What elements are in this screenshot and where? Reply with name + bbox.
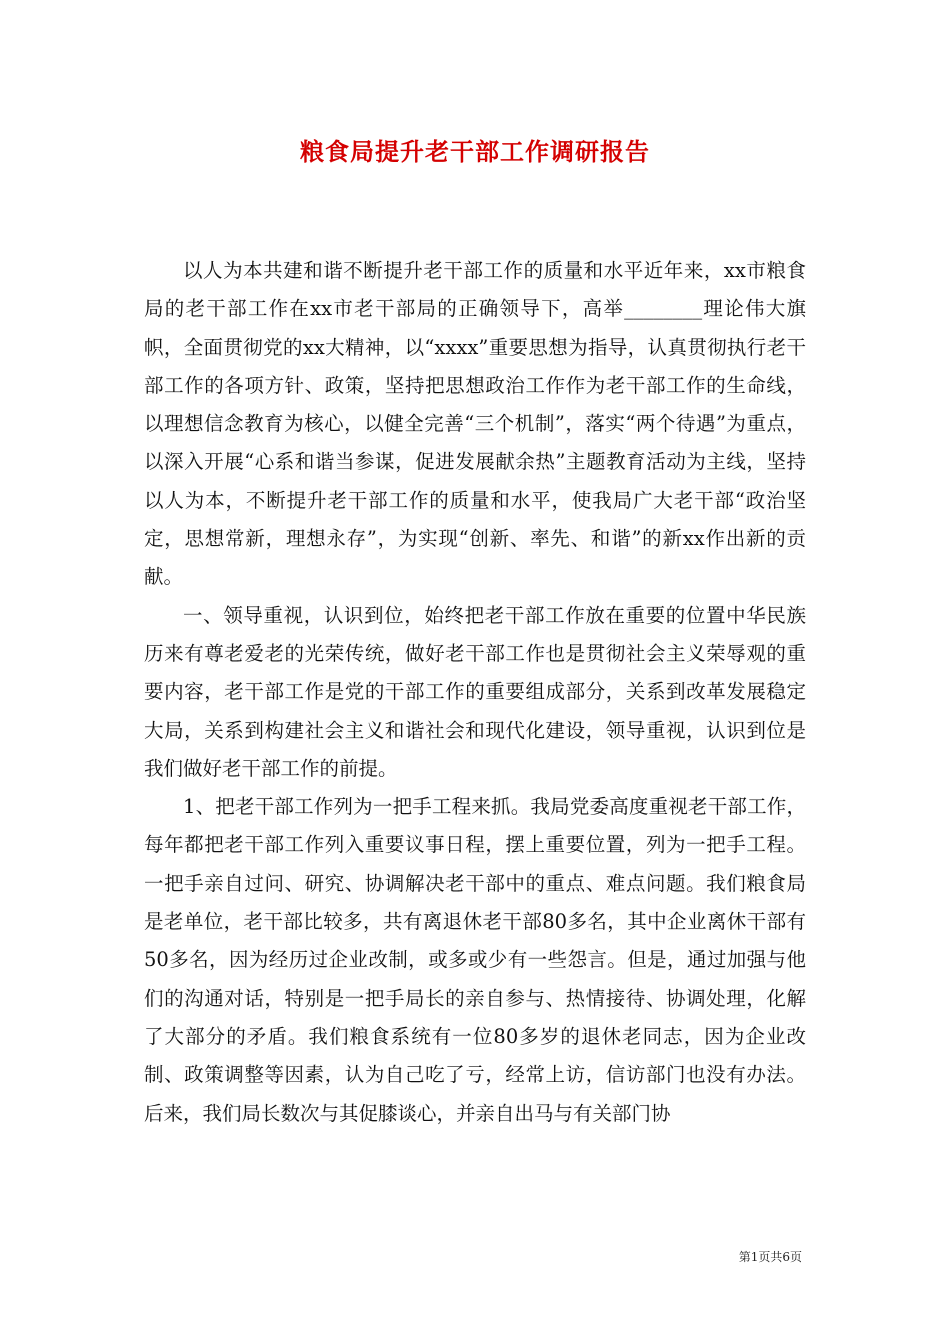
document-title: 粮食局提升老干部工作调研报告 — [300, 138, 650, 166]
paragraph-item-one: 1、把老干部工作列为一把手工程来抓。我局党委高度重视老干部工作，每年都把老干部工作列入重要议事日程，摆上重要位置，列为一把手工程。一把手亲自过问、研究、协调解决老干部中的重点、难点问题。我们粮食局是老单位，老干部比较多，共有离退休老干部80多名，其中企业离休干部有50多名，因为经历过企业改制，或多或少有一些怨言。但是，通过加强与他们的沟通对话，特别是一把手局长的亲自参与、热情接待、协调处理，化解了大部分的矛盾。我们粮食系统有一位80多岁的退休老同志，因为企业改制、政策调整等因素，认为自己吃了亏，经常上访，信访部门也没有办法。后来，我们局长数次与其促膝谈心，并亲自出马与有关部门协 — [144, 795, 806, 1125]
page-number: 第1页共6页 — [738, 1250, 802, 1264]
paragraph-intro: 以人为本共建和谐不断提升老干部工作的质量和水平近年来，xx市粮食局的老干部工作在xx市老干部局的正确领导下，高举________理论伟大旗帜，全面贯彻党的xx大精神，以“xxxx”重要思想为指导，认真贯彻执行老干部工作的各项方针、政策，坚持把思想政治工作作为老干部工作的生命线，以理想信念教育为核心，以健全完善“三个机制”，落实“两个待遇”为重点，以深入开展“心系和谐当参谋，促进发展献余热”主题教育活动为主线，坚持以人为本，不断提升老干部工作的质量和水平，使我局广大老干部“政治坚定，思想常新，理想永存”，为实现“创新、率先、和谐”的新xx作出新的贡献。 — [144, 259, 806, 589]
paragraph-section-one: 一、领导重视，认识到位，始终把老干部工作放在重要的位置中华民族历来有尊老爱老的光荣传统，做好老干部工作也是贯彻社会主义荣辱观的重要内容，老干部工作是党的干部工作的重要组成部分，关系到改革发展稳定大局，关系到构建社会主义和谐社会和现代化建设，领导重视，认识到位是我们做好老干部工作的前提。 — [144, 603, 806, 780]
document-body — [144, 252, 806, 1133]
